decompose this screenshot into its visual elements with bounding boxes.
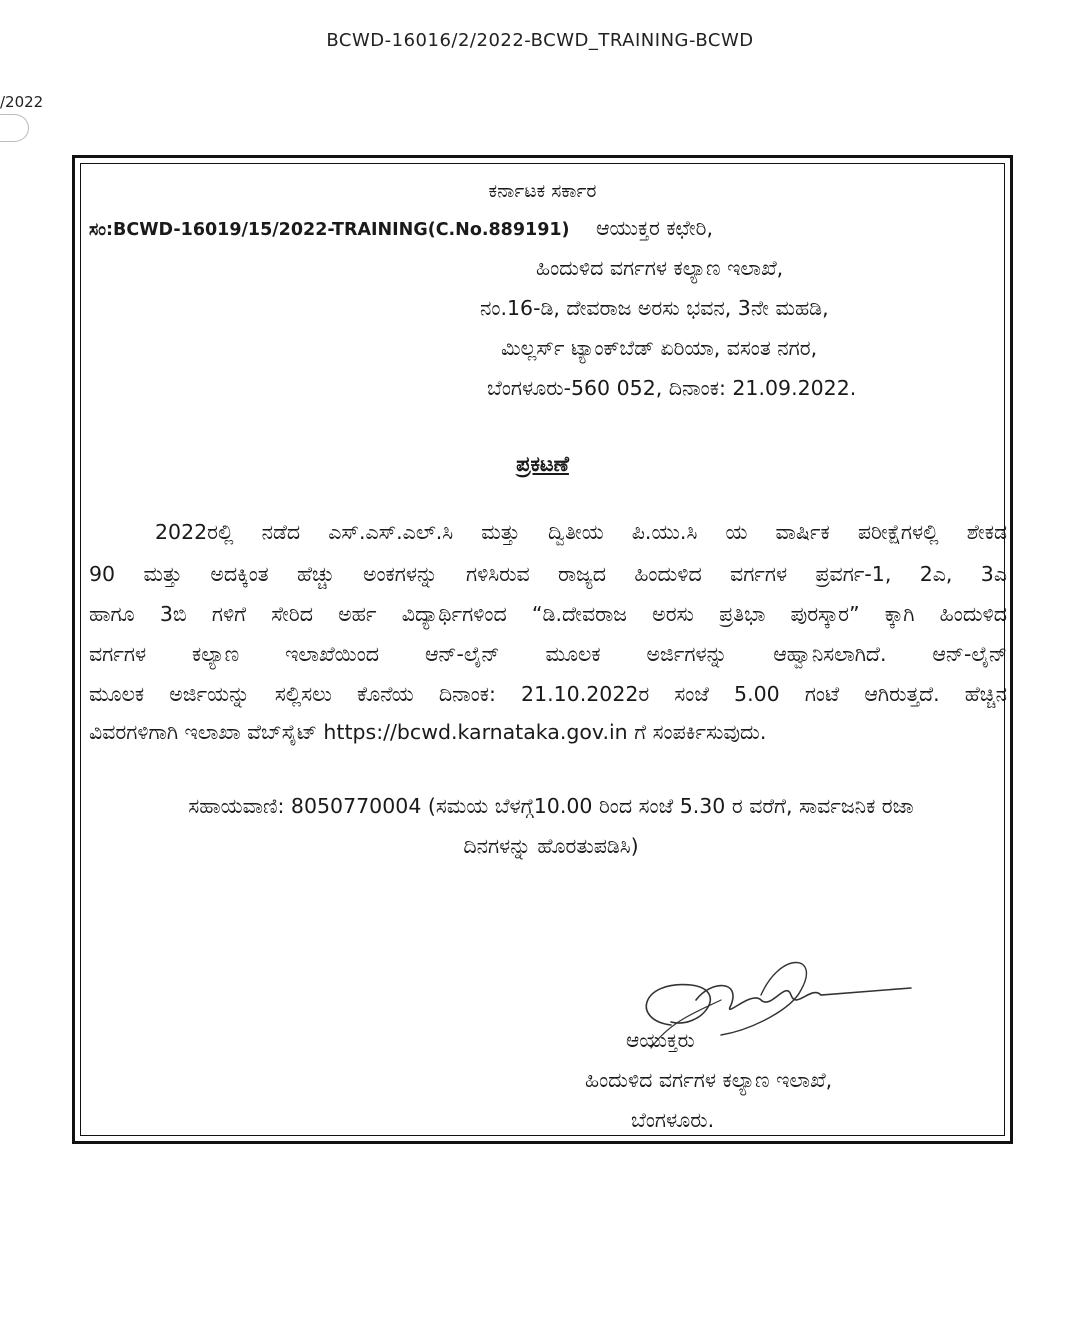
margin-date-fragment: /2022 — [0, 93, 44, 111]
address-line: ಬೆಂಗಳೂರು-560 052, ದಿನಾಂಕ: 21.09.2022. — [487, 376, 857, 400]
body-line: 90 ಮತ್ತು ಅದಕ್ಕಿಂತ ಹೆಚ್ಚು ಅಂಕಗಳನ್ನು ಗಳಿಸಿರುವ ರಾಜ್ಯದ ಹಿಂದುಳಿದ ವರ್ಗಗಳ ಪ್ರವರ್ಗ-1, 2ಎ, 3ಎ — [89, 562, 1007, 586]
document-frame — [72, 155, 1013, 1144]
margin-circle-mark — [0, 114, 29, 142]
signatory-department: ಹಿಂದುಳಿದ ವರ್ಗಗಳ ಕಲ್ಯಾಣ ಇಲಾಖೆ, — [585, 1068, 833, 1092]
body-line: ವಿವರಗಳಿಗಾಗಿ ಇಲಾಖಾ ವೆಬ್‌ಸೈಟ್ https://bcwd.karnataka.gov.in ಗೆ ಸಂಪರ್ಕಿಸುವುದು. — [89, 720, 767, 744]
address-line: ಹಿಂದುಳಿದ ವರ್ಗಗಳ ಕಲ್ಯಾಣ ಇಲಾಖೆ, — [536, 256, 784, 280]
notice-title: ಪ್ರಕಟಣೆ — [516, 452, 569, 476]
address-line: ಆಯುಕ್ತರ ಕಛೇರಿ, — [596, 216, 714, 240]
body-line: ಹಾಗೂ 3ಬಿ ಗಳಿಗೆ ಸೇರಿದ ಅರ್ಹ ವಿದ್ಯಾರ್ಥಿಗಳಿಂದ “ಡಿ.ದೇವರಾಜ ಅರಸು ಪ್ರತಿಭಾ ಪುರಸ್ಕಾರ” ಕ್ಕಾಗಿ ಹಿಂದುಳಿದ — [89, 602, 1007, 626]
reference-number: ಸಂ:BCWD-16019/15/2022-TRAINING(C.No.889191) — [89, 220, 570, 240]
helpline-line: ದಿನಗಳನ್ನು ಹೊರತುಪಡಿಸಿ) — [463, 834, 639, 858]
address-line: ಮಿಲ್ಲರ್ಸ್ ಟ್ಯಾಂಕ್‌ಬೆಡ್ ಏರಿಯಾ, ವಸಂತ ನಗರ, — [501, 336, 818, 360]
helpline-line: ಸಹಾಯವಾಣಿ: 8050770004 (ಸಮಯ ಬೆಳಗ್ಗೆ10.00 ರಿಂದ ಸಂಜೆ 5.30 ರ ವರೆಗೆ, ಸಾರ್ವಜನಿಕ ರಜಾ — [188, 794, 914, 818]
body-line: ವರ್ಗಗಳ ಕಲ್ಯಾಣ ಇಲಾಖೆಯಿಂದ ಆನ್-ಲೈನ್ ಮೂಲಕ ಅರ್ಜಿಗಳನ್ನು ಆಹ್ವಾನಿಸಲಾಗಿದೆ. ಆನ್-ಲೈನ್ — [89, 642, 1007, 666]
signatory-city: ಬೆಂಗಳೂರು. — [631, 1108, 715, 1132]
file-reference: BCWD-16016/2/2022-BCWD_TRAINING-BCWD — [326, 30, 754, 51]
signatory-title: ಆಯುಕ್ತರು — [626, 1028, 695, 1052]
body-line: 2022ರಲ್ಲಿ ನಡೆದ ಎಸ್.ಎಸ್.ಎಲ್.ಸಿ ಮತ್ತು ದ್ವಿತೀಯ ಪಿ.ಯು.ಸಿ ಯ ವಾರ್ಷಿಕ ಪರೀಕ್ಷೆಗಳಲ್ಲಿ ಶೇಕಡ — [155, 520, 1007, 544]
body-line: ಮೂಲಕ ಅರ್ಜಿಯನ್ನು ಸಲ್ಲಿಸಲು ಕೊನೆಯ ದಿನಾಂಕ: 21.10.2022ರ ಸಂಜೆ 5.00 ಗಂಟೆ ಆಗಿರುತ್ತದೆ. ಹೆಚ್ಚಿನ — [89, 682, 1007, 706]
address-line: ನಂ.16-ಡಿ, ದೇವರಾಜ ಅರಸು ಭವನ, 3ನೇ ಮಹಡಿ, — [480, 296, 829, 320]
document-frame-inner — [80, 163, 1005, 1136]
government-title: ಕರ್ನಾಟಕ ಸರ್ಕಾರ — [488, 180, 597, 202]
